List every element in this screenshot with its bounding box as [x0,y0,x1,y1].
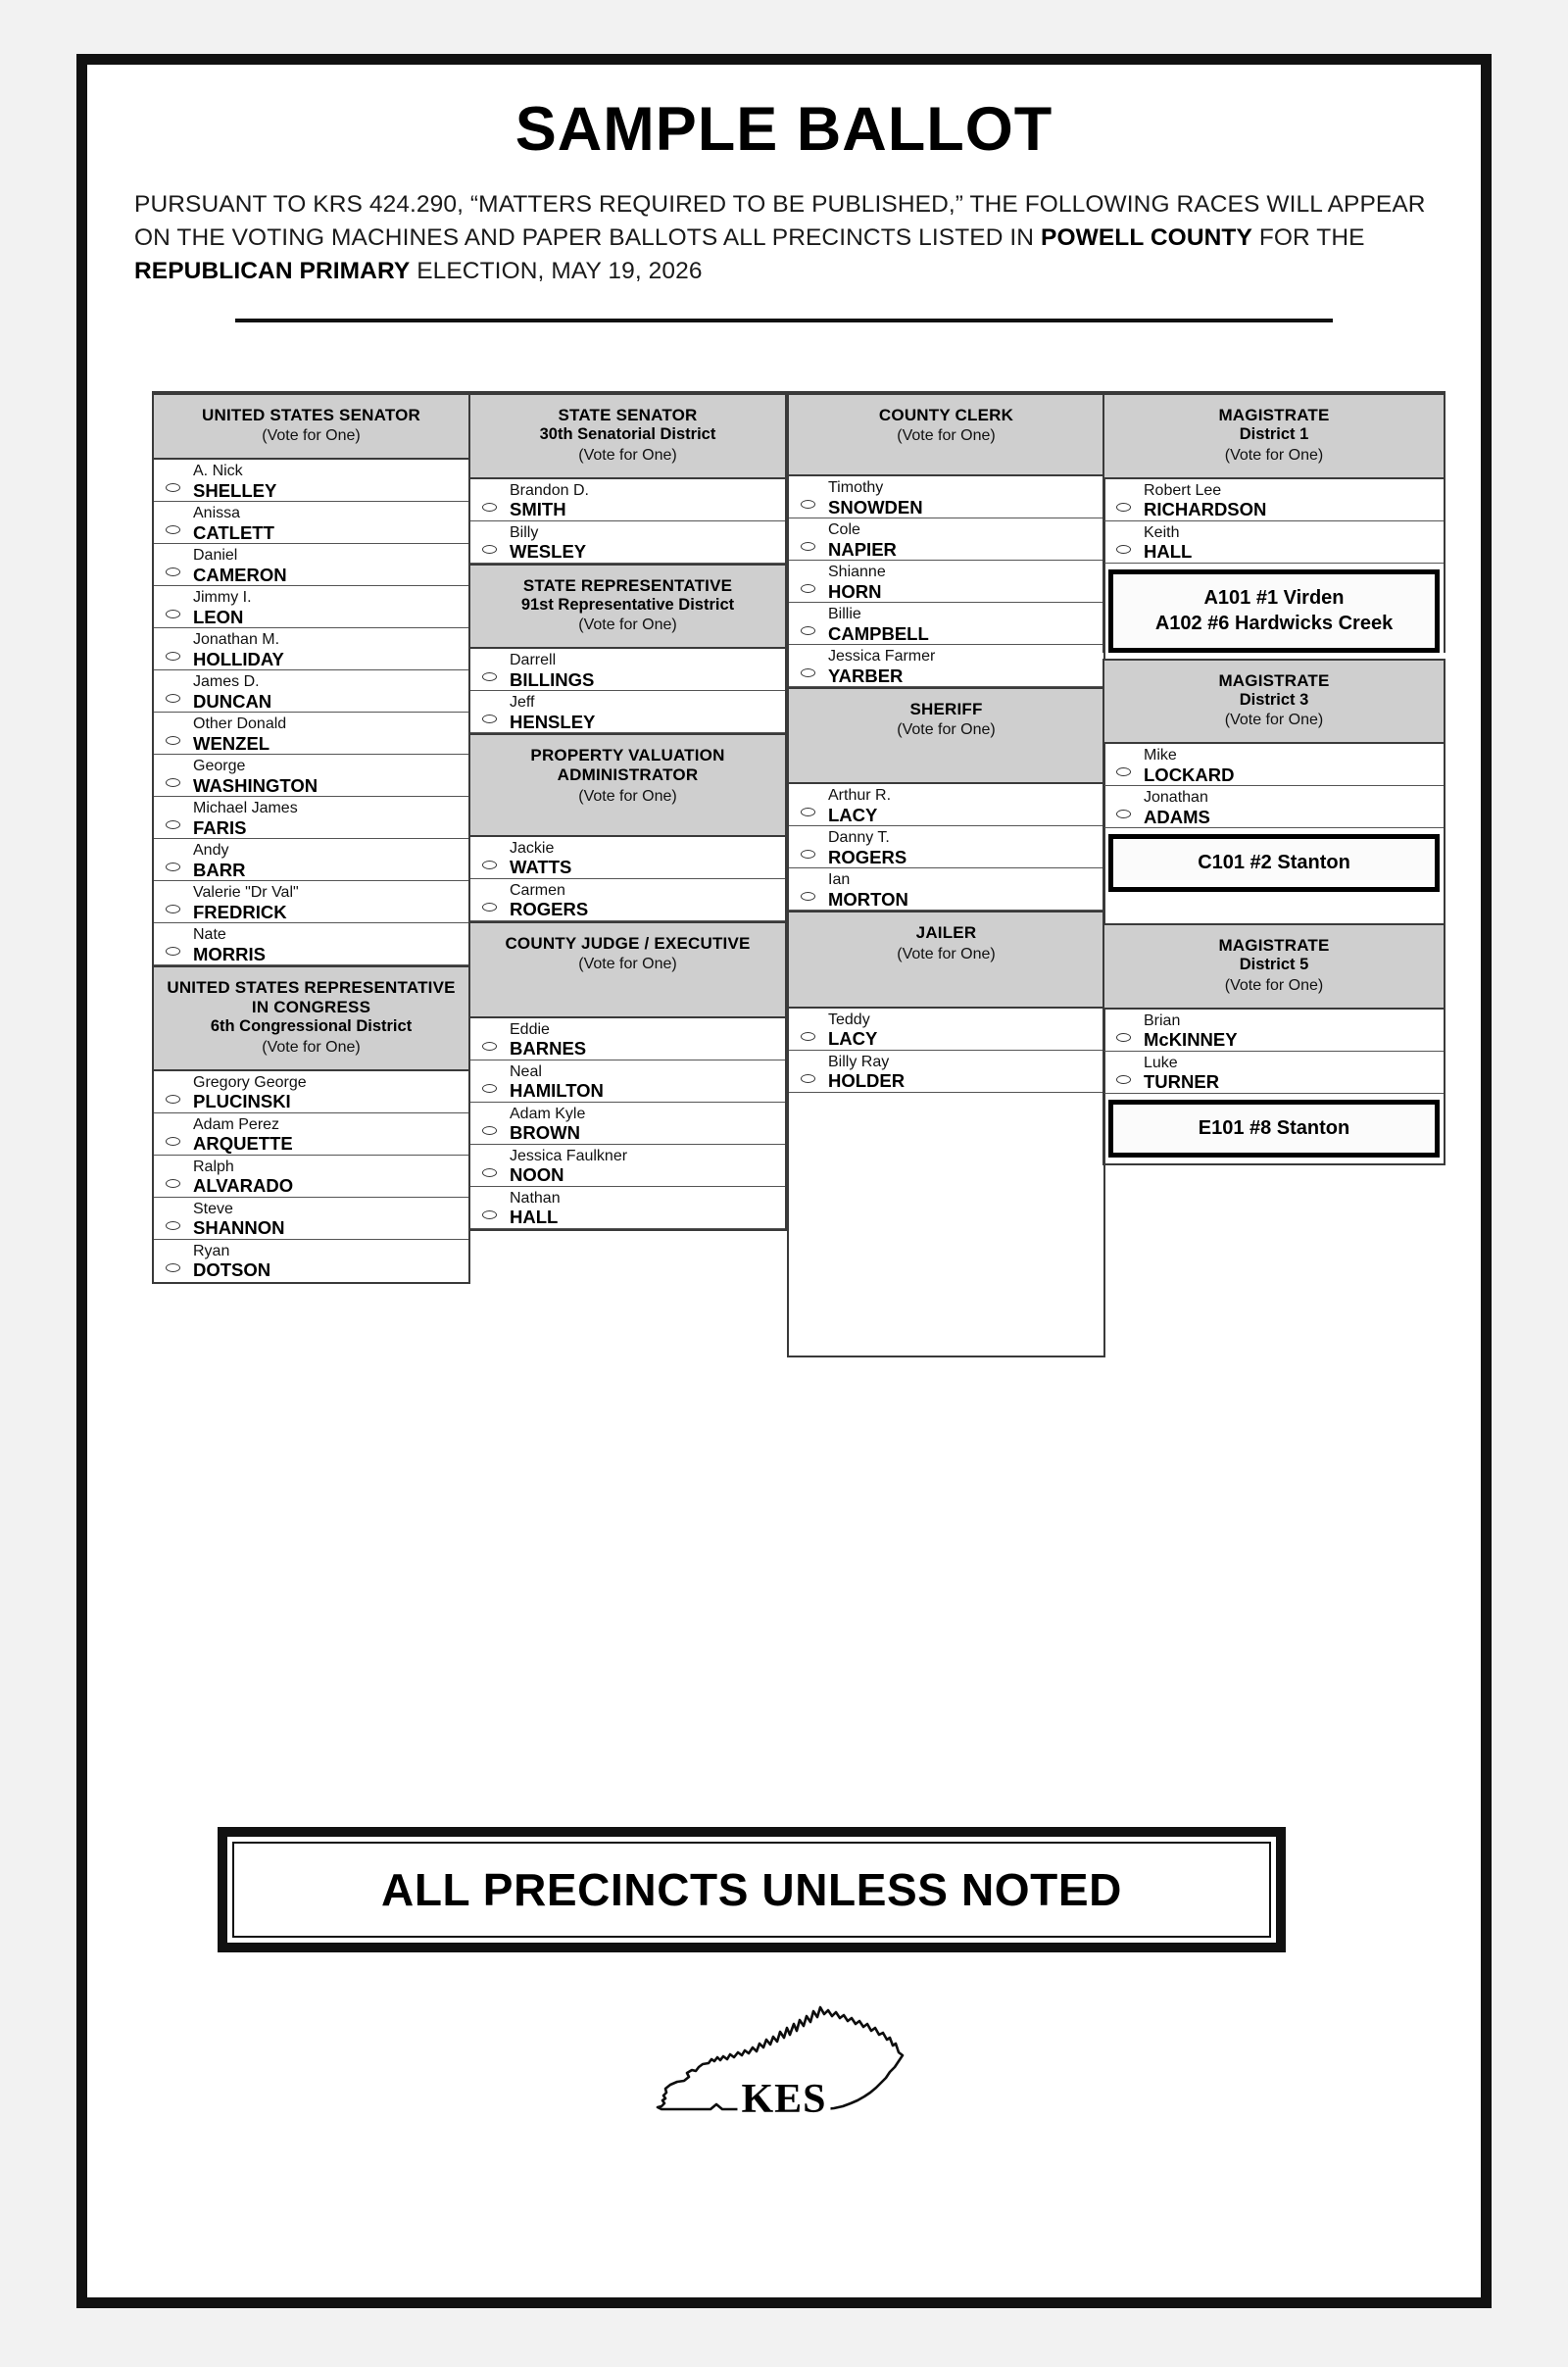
candidate-first-name: George [193,758,246,775]
vote-oval-icon[interactable] [801,584,815,593]
candidate-first-name: Jimmy I. [193,589,252,607]
candidate-row[interactable] [789,561,1103,603]
race-title: UNITED STATES REPRESENTATIVE IN CONGRESS [167,978,456,1017]
race-header [470,733,785,836]
candidate-row[interactable] [154,1198,468,1240]
candidate-first-name: Darrell [510,652,557,669]
vote-oval-icon[interactable] [801,500,815,509]
race-subtitle: 30th Senatorial District [539,425,716,444]
candidate-row[interactable] [1104,1052,1444,1094]
vote-oval-icon[interactable] [1116,810,1131,818]
candidate-first-name: Michael James [193,800,298,817]
candidate-first-name: Jeff [510,694,535,712]
vote-oval-icon[interactable] [166,820,180,829]
candidate-last-name: McKINNEY [1144,1029,1238,1051]
candidate-last-name: WASHINGTON [193,774,318,796]
race-subtitle: District 1 [1239,425,1309,444]
vote-oval-icon[interactable] [166,1137,180,1146]
candidate-last-name: CATLETT [193,521,274,543]
vote-oval-icon[interactable] [482,545,497,554]
candidate-last-name: HORN [828,580,882,602]
candidate-last-name: BILLINGS [510,668,595,690]
vote-oval-icon[interactable] [801,892,815,901]
candidate-last-name: TURNER [1144,1071,1220,1093]
candidate-row[interactable] [154,713,468,755]
candidate-first-name: Luke [1144,1055,1178,1072]
race-title: UNITED STATES SENATOR [201,406,420,424]
vote-oval-icon[interactable] [1116,767,1131,776]
candidate-first-name: Carmen [510,881,565,899]
candidate-last-name: BARNES [510,1038,587,1060]
candidate-row[interactable] [789,868,1103,911]
ballot-column-2 [468,391,787,1231]
candidate-last-name: MORRIS [193,943,266,964]
candidate-last-name: LOCKARD [1144,764,1235,785]
candidate-last-name: DOTSON [193,1259,271,1281]
candidate-first-name: Adam Kyle [510,1105,586,1122]
candidate-row[interactable] [1104,786,1444,828]
candidate-last-name: FARIS [193,816,247,838]
race-subtitle: District 3 [1239,690,1309,709]
candidate-first-name: Brandon D. [510,481,589,499]
candidate-last-name: ARQUETTE [193,1133,293,1155]
header-divider-rule [235,319,1333,322]
notice-suffix: ELECTION, MAY 19, 2026 [410,257,703,284]
vote-oval-icon[interactable] [1116,503,1131,512]
spacer [1104,898,1444,923]
race-header [1104,659,1444,745]
candidate-first-name: Cole [828,521,860,539]
race-vote-instruction: (Vote for One) [1224,976,1324,994]
candidate-first-name: Jessica Farmer [828,648,936,666]
candidate-row[interactable] [154,755,468,797]
precinct-line: C101 #2 Stanton [1198,852,1350,874]
candidate-first-name: Steve [193,1200,233,1217]
candidate-first-name: Jonathan [1144,789,1208,807]
precinct-note-district-3 [1108,834,1440,892]
candidate-row[interactable] [1104,521,1444,564]
all-precincts-banner-text: ALL PRECINCTS UNLESS NOTED [381,1864,1122,1915]
candidate-first-name: Danny T. [828,829,890,847]
candidate-first-name: A. Nick [193,463,243,480]
vote-oval-icon[interactable] [482,1042,497,1051]
vote-oval-icon[interactable] [166,1221,180,1230]
candidate-row[interactable] [154,923,468,965]
candidate-first-name: Adam Perez [193,1115,280,1133]
candidate-row[interactable] [154,1113,468,1156]
candidate-last-name: HAMILTON [510,1080,604,1102]
candidate-row[interactable] [154,881,468,923]
ballot-column-4 [1102,391,1446,1165]
candidate-first-name: Nate [193,926,226,944]
candidate-last-name: LACY [828,1028,878,1050]
race-united-states-senator [152,391,470,965]
candidate-last-name: MORTON [828,888,908,910]
race-header [1104,393,1444,479]
candidate-last-name: DUNCAN [193,690,272,712]
vote-oval-icon[interactable] [166,694,180,703]
candidate-last-name: HENSLEY [510,711,596,732]
candidate-row[interactable] [470,1018,785,1060]
race-title: MAGISTRATE [1218,936,1330,956]
races-grid [152,391,1446,1665]
page-title: SAMPLE BALLOT [514,95,1054,164]
vote-oval-icon[interactable] [801,668,815,677]
race-title: STATE REPRESENTATIVE [522,575,733,595]
race-header [789,687,1103,784]
candidate-first-name: Shianne [828,564,886,581]
vote-oval-icon[interactable] [482,1084,497,1093]
race-state-representative [468,564,787,734]
candidate-last-name: WESLEY [510,541,587,563]
candidate-row[interactable] [789,1051,1103,1093]
candidate-first-name: Valerie "Dr Val" [193,884,299,902]
vote-oval-icon[interactable] [1116,1033,1131,1042]
kes-logo [95,1998,1473,2131]
race-subtitle: 91st Representative District [520,595,735,614]
candidate-first-name: Other Donald [193,715,287,733]
candidate-row[interactable] [470,1060,785,1103]
vote-oval-icon[interactable] [801,1032,815,1041]
race-vote-instruction: (Vote for One) [1224,712,1324,729]
race-sheriff [787,687,1105,911]
candidate-row[interactable] [789,645,1103,687]
race-vote-instruction: (Vote for One) [897,427,996,445]
candidate-first-name: Billy Ray [828,1053,890,1070]
vote-oval-icon[interactable] [166,905,180,913]
candidate-first-name: Nathan [510,1189,561,1207]
candidate-last-name: ADAMS [1144,806,1210,827]
candidate-last-name: FREDRICK [193,901,287,922]
candidate-first-name: Gregory George [193,1073,307,1091]
candidate-row[interactable] [154,586,468,628]
vote-oval-icon[interactable] [166,1095,180,1104]
candidate-last-name: WATTS [510,857,572,877]
candidate-last-name: LEON [193,606,244,627]
race-county-clerk [787,391,1105,687]
candidate-first-name: Keith [1144,523,1180,541]
vote-oval-icon[interactable] [166,863,180,871]
candidate-last-name: HALL [510,1207,559,1228]
candidate-row[interactable] [789,826,1103,868]
precinct-line: A102 #6 Hardwicks Creek [1154,612,1394,634]
vote-oval-icon[interactable] [166,778,180,787]
candidate-first-name: Timothy [828,479,884,497]
race-vote-instruction: (Vote for One) [262,427,361,445]
vote-oval-icon[interactable] [166,525,180,534]
vote-oval-icon[interactable] [801,850,815,859]
candidate-first-name: Jessica Faulkner [510,1147,628,1164]
candidate-first-name: Ian [828,871,851,889]
notice-prefix: PURSUANT TO KRS 424.290, “MATTERS REQUIRED TO BE PUBLISHED,” THE FOLLOWING RACES WILL APPEAR ON THE VOTING MACHINES AND PAPER BALLOTS ALL PRECINCTS LISTED IN [134,191,1426,251]
race-magistrate-district-5 [1102,923,1446,1165]
candidate-row[interactable] [1104,744,1444,786]
vote-oval-icon[interactable] [166,483,180,492]
all-precincts-banner [218,1827,1286,1952]
publication-notice [134,188,1434,287]
candidate-row[interactable] [154,1071,468,1113]
notice-county: POWELL COUNTY [1041,223,1252,251]
candidate-first-name: Anissa [193,505,241,522]
candidate-first-name: Billy [510,523,539,541]
candidate-last-name: ROGERS [828,846,907,867]
candidate-first-name: Billie [828,606,861,623]
ballot-page [76,54,1492,2308]
precinct-line: A101 #1 Virden [1203,586,1345,609]
candidate-row[interactable] [154,628,468,670]
vote-oval-icon[interactable] [166,567,180,576]
race-state-senator [468,391,787,564]
candidate-first-name: Jackie [510,839,555,857]
vote-oval-icon[interactable] [482,503,497,512]
candidate-row[interactable] [1104,479,1444,521]
vote-oval-icon[interactable] [482,1126,497,1135]
candidate-last-name: RICHARDSON [1144,499,1267,520]
candidate-first-name: Ryan [193,1242,230,1259]
race-vote-instruction: (Vote for One) [578,955,677,972]
race-vote-instruction: (Vote for One) [262,1038,361,1056]
all-precincts-banner-inner [232,1842,1271,1938]
candidate-last-name: SNOWDEN [828,496,923,518]
candidate-row[interactable] [154,502,468,544]
column-3-trailing-rule [787,1093,1105,1357]
race-subtitle: District 5 [1239,956,1309,974]
race-magistrate-district-1 [1102,391,1446,653]
ballot-column-3 [787,391,1105,1357]
race-county-judge-executive [468,921,787,1231]
candidate-last-name: NOON [510,1164,564,1186]
candidate-last-name: CAMERON [193,564,287,585]
candidate-first-name: Andy [193,842,229,860]
candidate-row[interactable] [470,837,785,879]
vote-oval-icon[interactable] [1116,1075,1131,1084]
candidate-row[interactable] [470,479,785,521]
candidate-last-name: WENZEL [193,732,270,754]
race-title: SHERIFF [909,700,983,719]
race-property-valuation-administrator [468,733,787,920]
candidate-row[interactable] [789,518,1103,561]
race-header [470,564,785,650]
candidate-row[interactable] [154,797,468,839]
candidate-row[interactable] [154,1156,468,1198]
candidate-last-name: NAPIER [828,538,897,560]
candidate-row[interactable] [470,1103,785,1145]
candidate-first-name: Mike [1144,747,1177,764]
race-vote-instruction: (Vote for One) [578,446,677,464]
candidate-row[interactable] [470,1187,785,1229]
race-magistrate-district-3 [1102,659,1446,924]
precinct-note-district-1 [1108,569,1440,653]
vote-oval-icon[interactable] [801,542,815,551]
vote-oval-icon[interactable] [482,1168,497,1177]
race-title: STATE SENATOR [558,406,698,424]
race-vote-instruction: (Vote for One) [578,616,677,634]
candidate-row[interactable] [154,1240,468,1282]
kes-logo-text: KES [737,2079,830,2120]
candidate-row[interactable] [154,544,468,586]
vote-oval-icon[interactable] [166,1179,180,1188]
candidate-row[interactable] [154,460,468,502]
race-title: MAGISTRATE [1218,670,1330,690]
race-header [154,965,468,1071]
ballot-column-1 [152,391,470,1284]
vote-oval-icon[interactable] [1116,545,1131,554]
candidate-last-name: ROGERS [510,899,589,919]
race-header [154,393,468,460]
race-vote-instruction: (Vote for One) [578,787,677,805]
candidate-row[interactable] [789,784,1103,826]
candidate-last-name: CAMPBELL [828,622,929,644]
race-vote-instruction: (Vote for One) [897,721,996,739]
race-jailer [787,911,1105,1092]
candidate-first-name: Eddie [510,1020,550,1038]
vote-oval-icon[interactable] [482,861,497,869]
candidate-first-name: Daniel [193,547,238,565]
candidate-row[interactable] [789,603,1103,645]
vote-oval-icon[interactable] [482,903,497,912]
race-subtitle: 6th Congressional District [210,1017,413,1036]
vote-oval-icon[interactable] [482,1210,497,1219]
candidate-last-name: HOLLIDAY [193,648,284,669]
candidate-last-name: PLUCINSKI [193,1091,291,1112]
candidate-row[interactable] [789,1009,1103,1051]
candidate-first-name: Ralph [193,1158,234,1175]
candidate-first-name: James D. [193,673,260,691]
race-title: COUNTY JUDGE / EXECUTIVE [505,933,751,953]
race-vote-instruction: (Vote for One) [897,945,996,962]
candidate-row[interactable] [789,476,1103,518]
race-header [1104,923,1444,1010]
kes-logo-wrap [652,1998,916,2131]
candidate-last-name: BROWN [510,1122,580,1144]
candidate-last-name: SHELLEY [193,479,277,501]
vote-oval-icon[interactable] [801,626,815,635]
candidate-last-name: SHANNON [193,1217,285,1239]
vote-oval-icon[interactable] [482,715,497,723]
notice-party: REPUBLICAN PRIMARY [134,257,411,284]
candidate-last-name: HOLDER [828,1070,906,1092]
candidate-row[interactable] [470,691,785,733]
race-header [789,393,1103,476]
vote-oval-icon[interactable] [482,672,497,681]
race-title: MAGISTRATE [1218,406,1330,424]
race-header [789,911,1103,1008]
vote-oval-icon[interactable] [166,610,180,618]
candidate-row[interactable] [154,670,468,713]
race-title: JAILER [915,923,977,943]
candidate-first-name: Robert Lee [1144,481,1222,499]
race-united-states-representative-in-congress [152,965,470,1284]
candidate-last-name: BARR [193,859,246,880]
ballot-inner-frame [95,73,1473,2290]
candidate-last-name: SMITH [510,499,566,520]
candidate-row[interactable] [470,521,785,564]
precinct-note-district-5 [1108,1100,1440,1158]
candidate-first-name: Neal [510,1062,542,1080]
race-vote-instruction: (Vote for One) [1224,446,1324,464]
candidate-first-name: Arthur R. [828,787,892,805]
candidate-row[interactable] [470,649,785,691]
candidate-last-name: LACY [828,804,878,825]
candidate-row[interactable] [154,839,468,881]
notice-mid: FOR THE [1251,223,1365,251]
candidate-first-name: Teddy [828,1011,870,1028]
race-title: PROPERTY VALUATION ADMINISTRATOR [530,746,725,785]
race-header [470,393,785,479]
candidate-row[interactable] [470,1145,785,1187]
candidate-last-name: ALVARADO [193,1175,294,1197]
vote-oval-icon[interactable] [166,736,180,745]
vote-oval-icon[interactable] [801,1074,815,1083]
vote-oval-icon[interactable] [166,652,180,661]
race-title: COUNTY CLERK [878,406,1014,424]
candidate-first-name: Jonathan M. [193,631,280,649]
vote-oval-icon[interactable] [166,947,180,956]
precinct-line: E101 #8 Stanton [1198,1117,1350,1140]
candidate-row[interactable] [1104,1010,1444,1052]
candidate-last-name: YARBER [828,665,904,686]
vote-oval-icon[interactable] [801,808,815,816]
vote-oval-icon[interactable] [166,1263,180,1272]
race-header [470,921,785,1018]
candidate-last-name: HALL [1144,541,1193,563]
candidate-first-name: Brian [1144,1012,1181,1030]
candidate-row[interactable] [470,879,785,921]
